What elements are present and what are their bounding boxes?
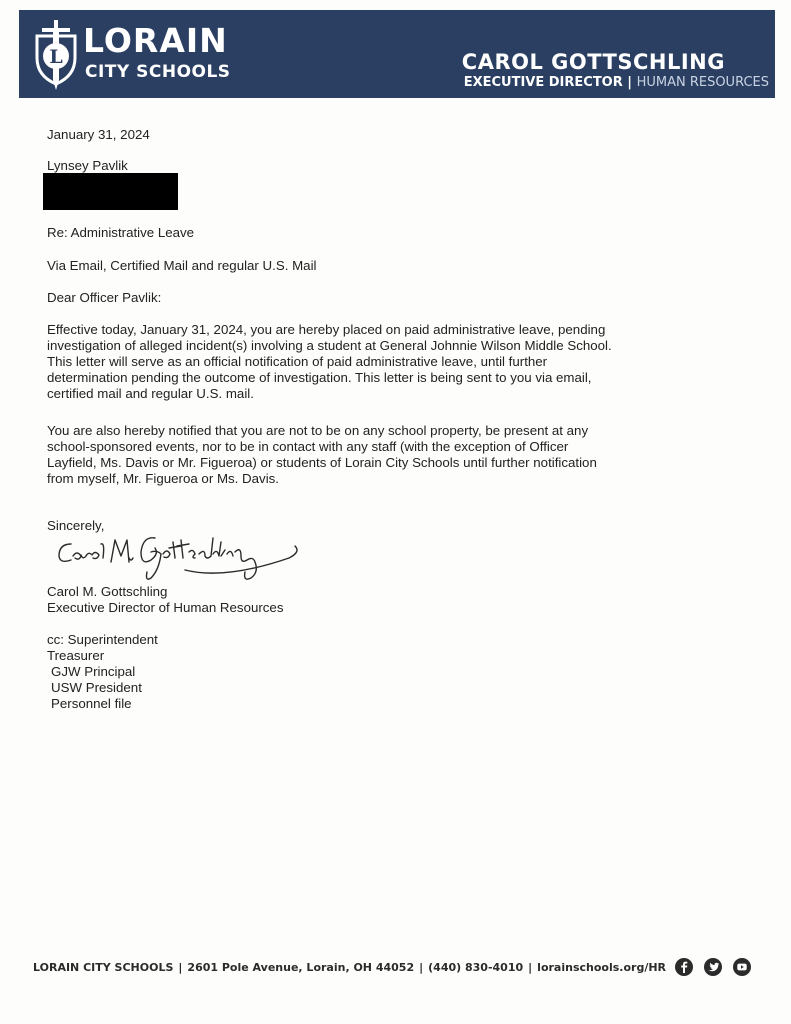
letter-date: January 31, 2024 [47, 127, 150, 142]
signer-title: Executive Director of Human Resources [47, 600, 284, 615]
cc-item: USW President [51, 680, 142, 695]
cc-list [47, 648, 142, 712]
footer-separator: | [419, 961, 424, 974]
footer-website[interactable]: lorainschools.org/HR [537, 961, 667, 974]
footer [33, 960, 773, 976]
signer-name: Carol M. Gottschling [47, 584, 168, 599]
paragraph-2 [47, 423, 687, 487]
footer-separator: | [528, 961, 533, 974]
executive-title-separator: | [622, 75, 637, 90]
lorain-logo-icon [33, 18, 79, 92]
cc-label: cc: Superintendent [47, 632, 158, 647]
paragraph-1-line: This letter will serve as an official notification of paid administrative leave, until further [47, 354, 548, 369]
paragraph-2-line: You are also hereby notified that you are not to be on any school property, be present at any [47, 423, 589, 438]
org-name-line2: CITY SCHOOLS [85, 62, 231, 82]
letterhead-banner [19, 10, 775, 98]
paragraph-1-line: investigation of alleged incident(s) involving a student at General Johnnie Wilson Middle School. [47, 338, 612, 353]
cc-item: Treasurer [47, 648, 105, 663]
paragraph-2-line: Layfield, Ms. Davis or Mr. Figueroa) or students of Lorain City Schools until further notification [47, 455, 597, 470]
footer-address: 2601 Pole Avenue, Lorain, OH 44052 [187, 961, 415, 974]
footer-separator: | [178, 961, 183, 974]
salutation: Dear Officer Pavlik: [47, 290, 162, 305]
paragraph-1-line: determination pending the outcome of investigation. This letter is being sent to you via email, [47, 370, 592, 385]
org-name-line1: LORAIN [83, 21, 228, 60]
delivery-method: Via Email, Certified Mail and regular U.S. Mail [47, 258, 317, 273]
paragraph-1-line: Effective today, January 31, 2024, you are hereby placed on paid administrative leave, pending [47, 322, 606, 337]
twitter-icon[interactable] [704, 958, 722, 976]
paragraph-2-line: school-sponsored events, nor to be in contact with any staff (with the exception of Officer [47, 439, 569, 454]
facebook-icon[interactable] [675, 958, 693, 976]
executive-name: CAROL GOTTSCHLING [461, 50, 725, 74]
youtube-icon[interactable] [733, 958, 751, 976]
paragraph-1 [47, 322, 687, 402]
cc-item: GJW Principal [51, 664, 136, 679]
executive-title-bold: EXECUTIVE DIRECTOR [463, 75, 623, 90]
closing: Sincerely, [47, 518, 105, 533]
footer-org: LORAIN CITY SCHOOLS [33, 961, 174, 974]
executive-title-department: HUMAN RESOURCES [636, 75, 769, 90]
executive-title [464, 75, 769, 91]
footer-phone: (440) 830-4010 [428, 961, 524, 974]
paragraph-1-line: certified mail and regular U.S. mail. [47, 386, 254, 401]
cc-item: Personnel file [51, 696, 132, 711]
recipient-name: Lynsey Pavlik [47, 158, 128, 173]
subject-line: Re: Administrative Leave [47, 225, 195, 240]
redacted-address-block [43, 173, 178, 210]
handwritten-signature [55, 528, 315, 584]
svg-text:L: L [49, 46, 63, 68]
paragraph-2-line: from myself, Mr. Figueroa or Ms. Davis. [47, 471, 280, 486]
